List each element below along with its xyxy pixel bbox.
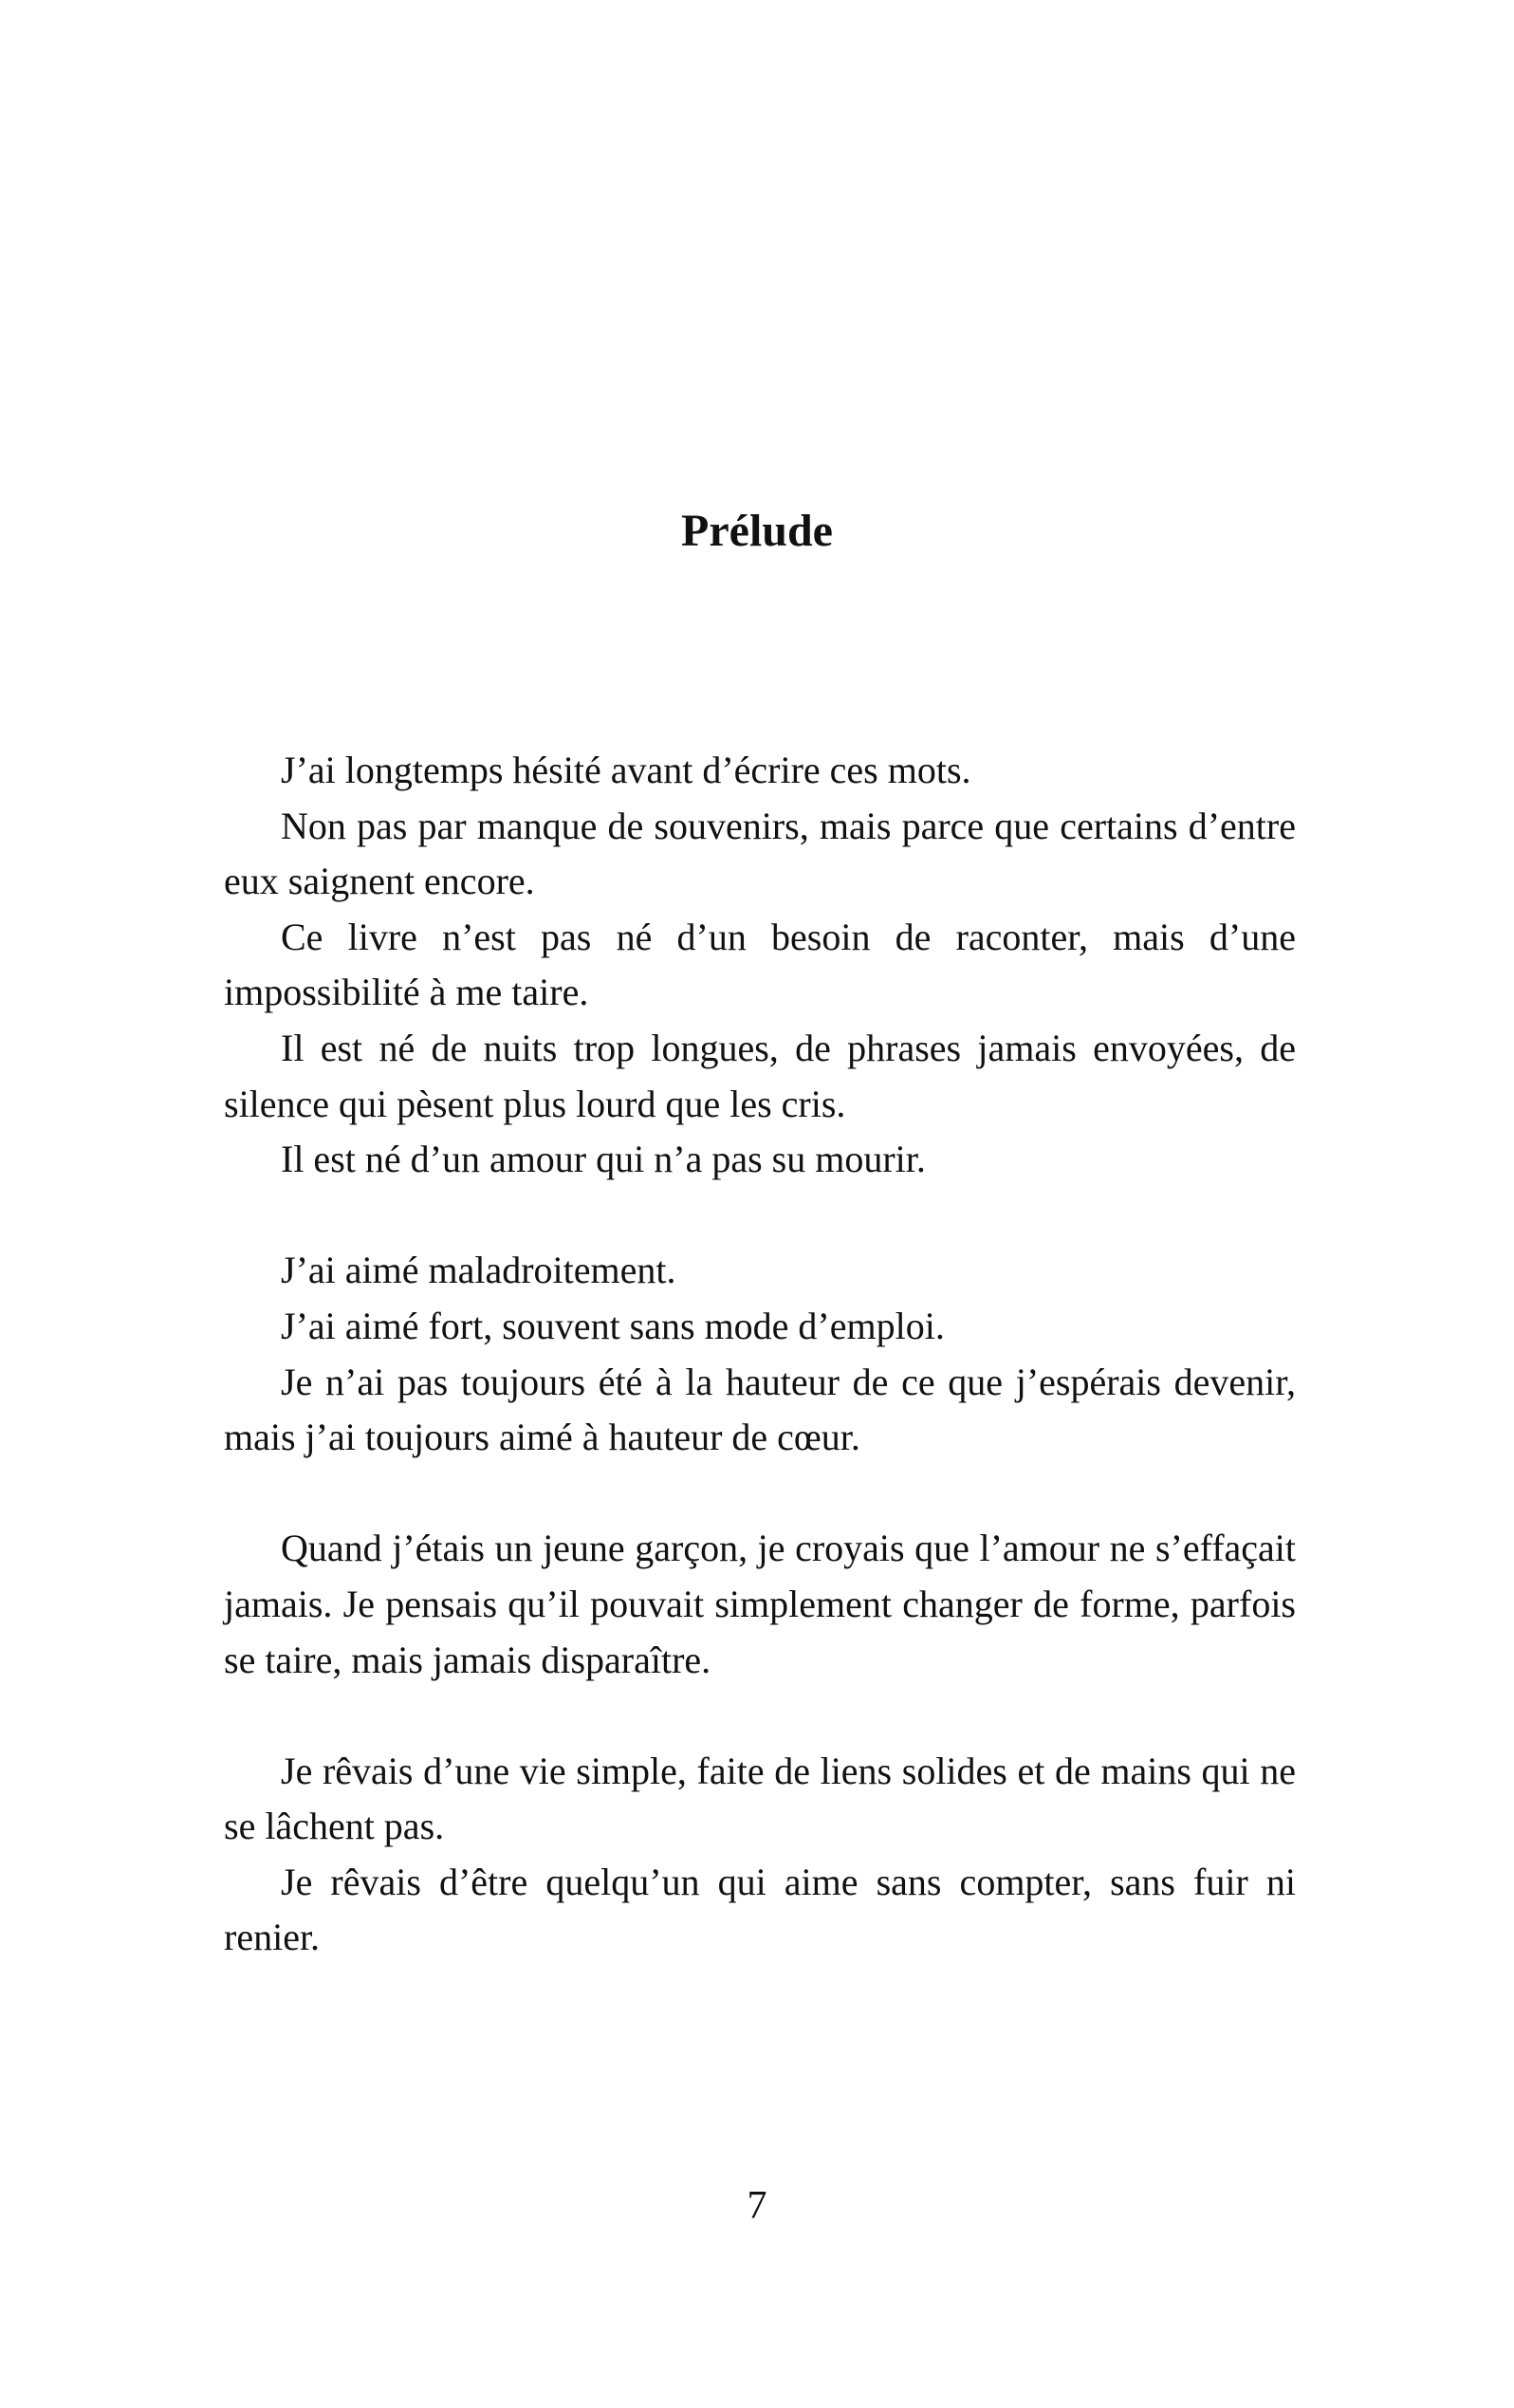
paragraph: Je n’ai pas toujours été à la hauteur de ce que j’espérais devenir, mais j’ai toujours aimé à hauteur de cœur. bbox=[224, 1360, 1296, 1459]
paragraph: Ce livre n’est pas né d’un besoin de raconter, mais d’une impossibilité à me taire. bbox=[224, 915, 1296, 1014]
paragraph: Quand j’étais un jeune garçon, je croyais que l’amour ne s’effaçait jamais. Je pensais qu’il pouvait simplement changer de forme, parfois se taire, mais jamais disparaître. bbox=[224, 1527, 1296, 1681]
paragraph: J’ai aimé maladroitement. bbox=[281, 1249, 676, 1292]
page-number: 7 bbox=[747, 2184, 767, 2228]
paragraph: J’ai aimé fort, souvent sans mode d’emploi. bbox=[281, 1304, 945, 1347]
section-break bbox=[224, 1466, 1296, 1522]
paragraph: Non pas par manque de souvenirs, mais parce que certains d’entre eux saignent encore. bbox=[224, 804, 1296, 903]
paragraph: J’ai longtemps hésité avant d’écrire ces mots. bbox=[281, 749, 971, 791]
chapter-body bbox=[224, 743, 1296, 1966]
paragraph: Il est né de nuits trop longues, de phrases jamais envoyées, de silence qui pèsent plus lourd que les cris. bbox=[224, 1026, 1296, 1125]
paragraph: Je rêvais d’une vie simple, faite de liens solides et de mains qui ne se lâchent pas. bbox=[224, 1749, 1296, 1848]
paragraph: Il est né d’un amour qui n’a pas su mourir. bbox=[281, 1138, 926, 1181]
paragraph: Je rêvais d’être quelqu’un qui aime sans compter, sans fuir ni renier. bbox=[224, 1860, 1296, 1959]
chapter-title: Prélude bbox=[681, 506, 833, 556]
section-break bbox=[224, 1688, 1296, 1744]
section-break bbox=[224, 1188, 1296, 1244]
